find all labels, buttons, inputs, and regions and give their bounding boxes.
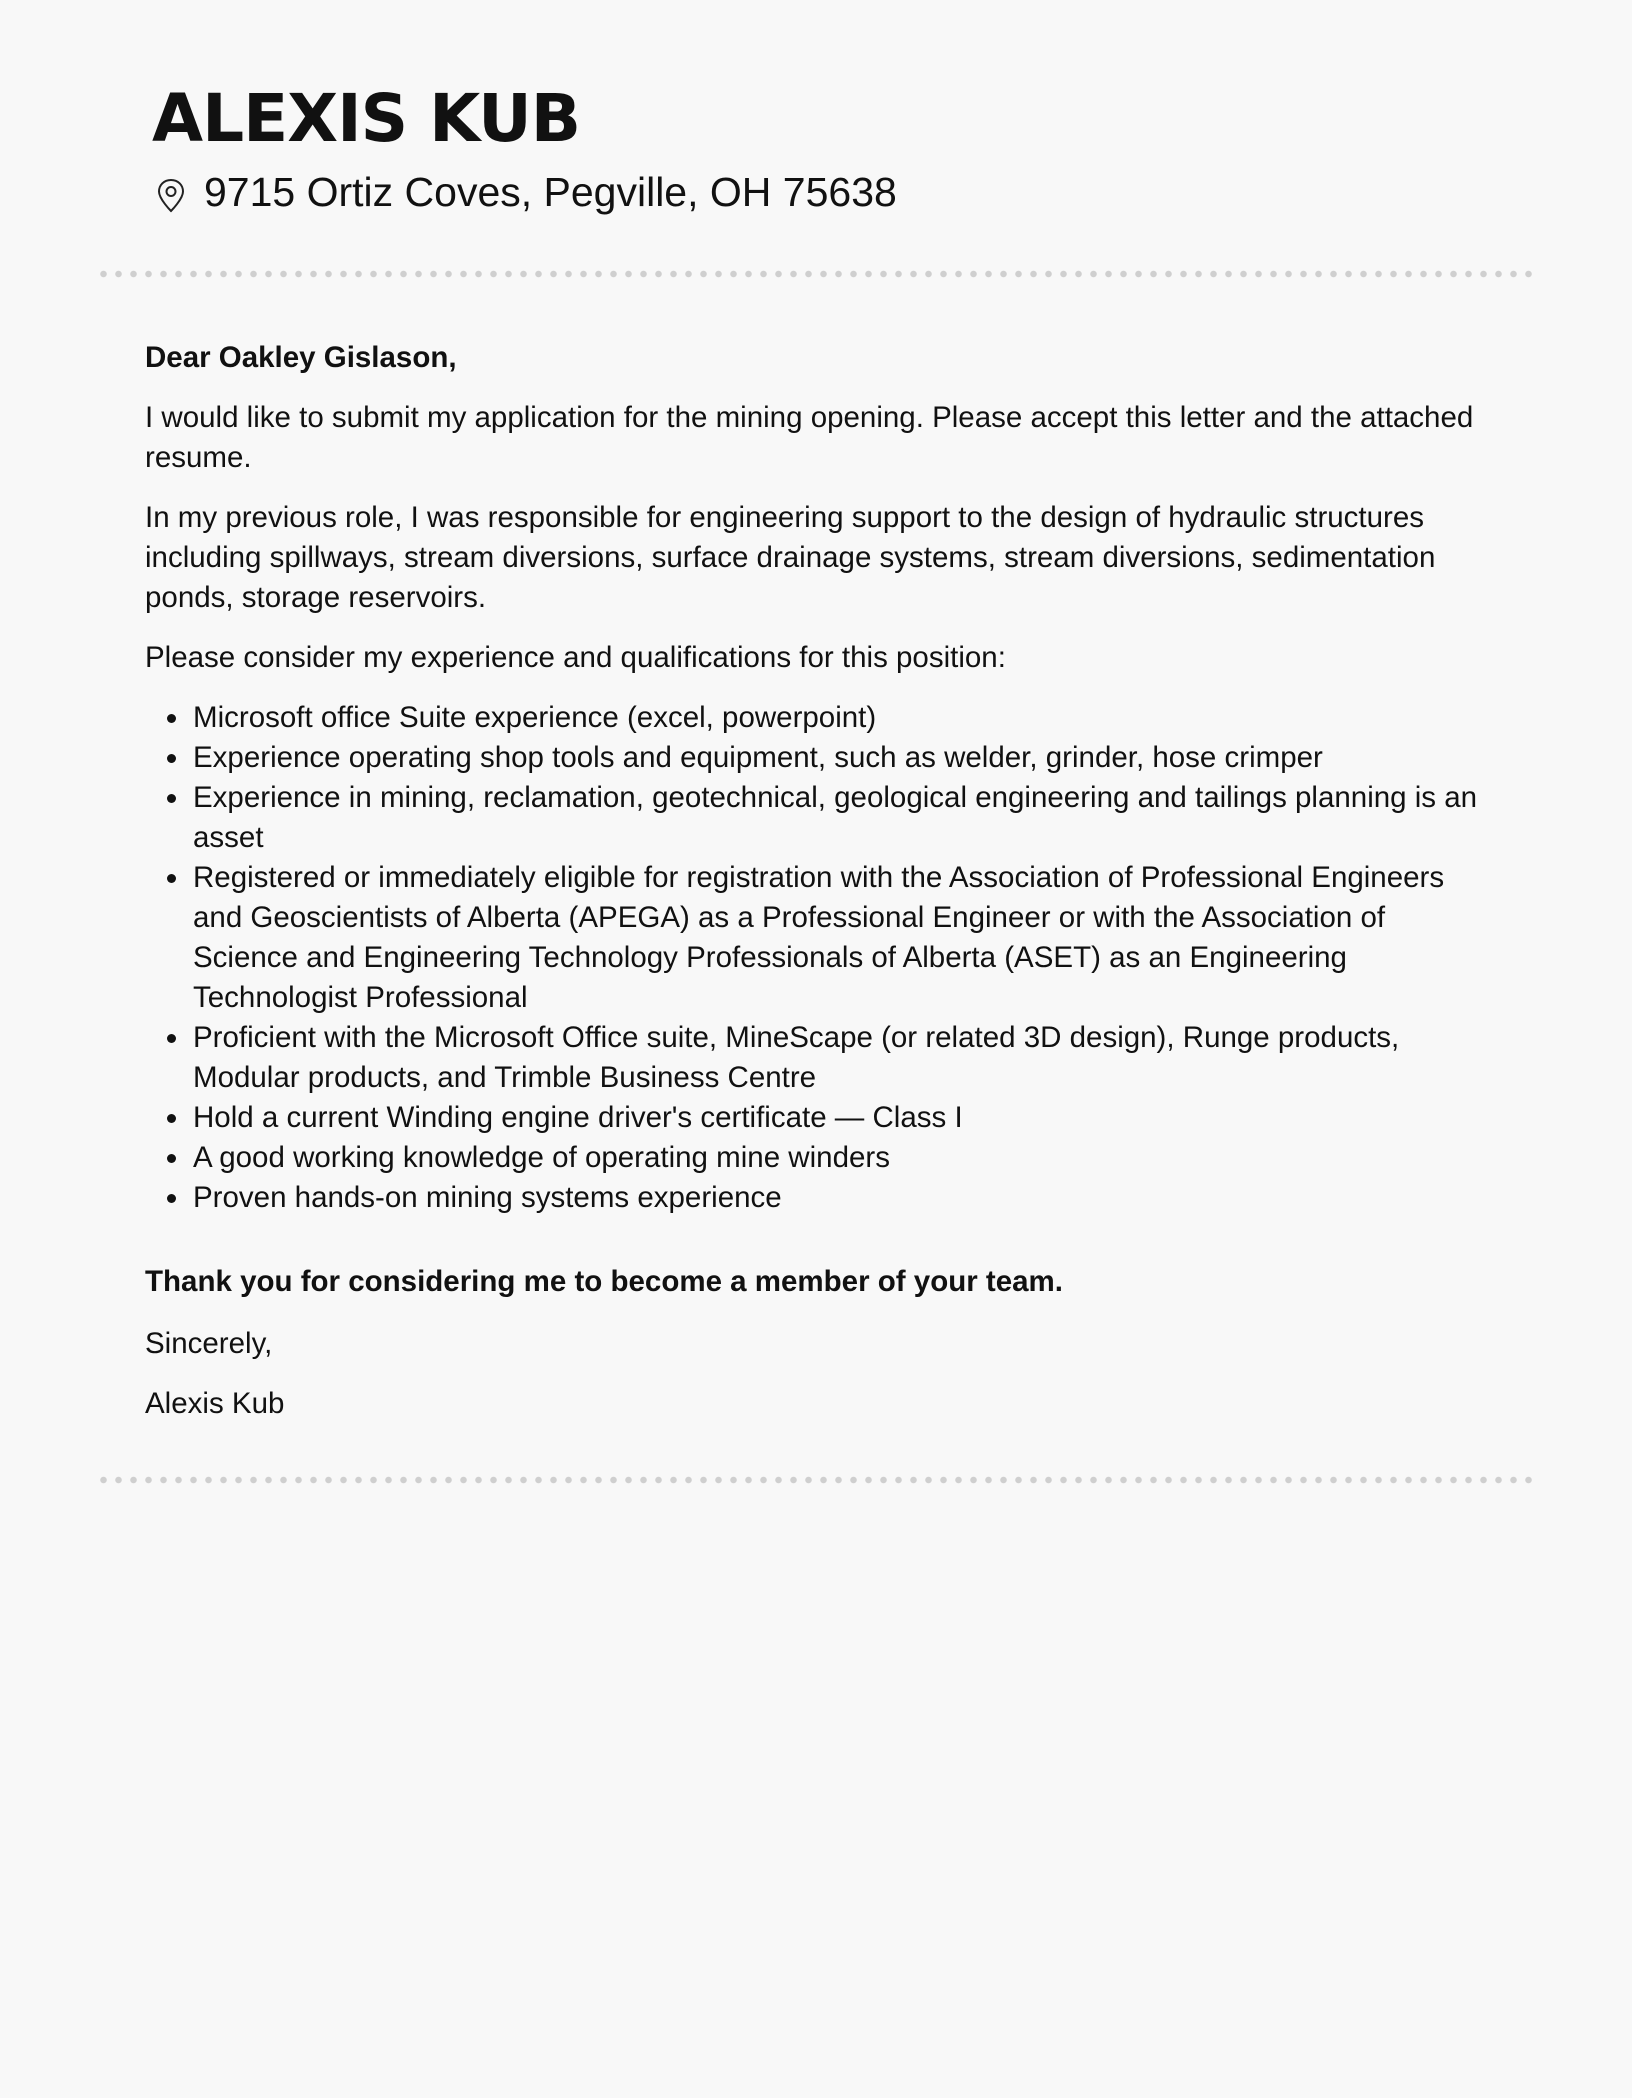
bottom-divider xyxy=(96,1476,1536,1484)
experience-paragraph: In my previous role, I was responsible for engineering support to the design of hydraulic structures including spillways, stream diversions, surface drainage systems, stream diversions, sedimentation ponds, storage reservoirs. xyxy=(145,501,1436,614)
top-divider xyxy=(96,270,1536,278)
letter-header xyxy=(152,78,1532,218)
closing-statement: Thank you for considering me to become a member of your team. xyxy=(145,1265,1063,1298)
salutation: Dear Oakley Gislason, xyxy=(145,341,457,374)
qualifications-lead: Please consider my experience and qualifications for this position: xyxy=(145,641,1006,674)
address-text: 9715 Ortiz Coves, Pegville, OH 75638 xyxy=(204,169,897,215)
list-item: Microsoft office Suite experience (excel, powerpoint) xyxy=(193,698,1495,738)
letter-body xyxy=(145,338,1495,1444)
list-item: Proven hands-on mining systems experience xyxy=(193,1178,1495,1218)
address-line xyxy=(152,166,1532,218)
list-item: Proficient with the Microsoft Office suite, MineScape (or related 3D design), Runge products, Modular products, and Trimble Business Centre xyxy=(193,1018,1495,1098)
list-item: A good working knowledge of operating mine winders xyxy=(193,1138,1495,1178)
list-item: Registered or immediately eligible for registration with the Association of Professional Engineers and Geoscientists of Alberta (APEGA) as a Professional Engineer or with the Association of Science and Engineering Technology Professionals of Alberta (ASET) as an Engineering Technologist Professional xyxy=(193,858,1495,1018)
list-item: Hold a current Winding engine driver's certificate — Class I xyxy=(193,1098,1495,1138)
signature: Alexis Kub xyxy=(145,1387,285,1420)
list-item: Experience operating shop tools and equipment, such as welder, grinder, hose crimper xyxy=(193,738,1495,778)
map-pin-icon xyxy=(156,174,186,210)
signoff: Sincerely, xyxy=(145,1327,273,1360)
list-item: Experience in mining, reclamation, geotechnical, geological engineering and tailings planning is an asset xyxy=(193,778,1495,858)
applicant-name: ALEXIS KUB xyxy=(152,80,581,157)
qualifications-list xyxy=(145,698,1495,1218)
intro-paragraph: I would like to submit my application for the mining opening. Please accept this letter and the attached resume. xyxy=(145,401,1474,474)
